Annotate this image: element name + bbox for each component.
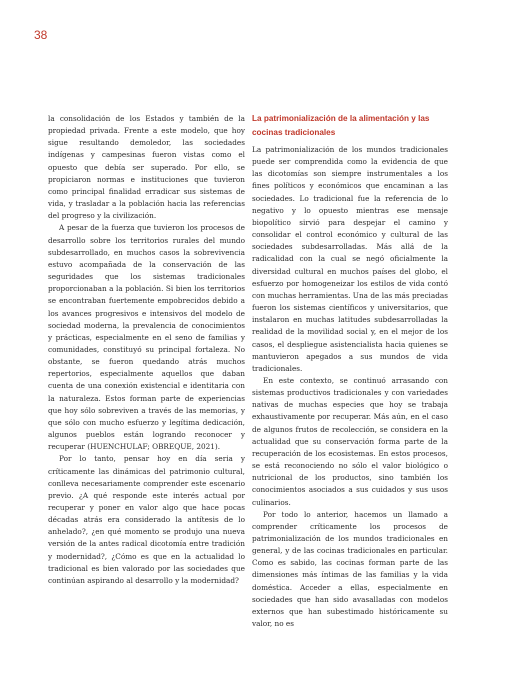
section-heading: La patrimonialización de la alimentación y las cocinas tradicionales	[252, 114, 430, 137]
body-paragraph: La patrimonialización de los mundos tradicionales puede ser comprendida como la evidencia de que las dicotomías son siempre instrumentales a los fines políticos y económicos que encaminan a las sociedades. Lo tradicional fue la referencia de lo negativo y lo opuesto mientras ese mensaje biopolítico sirvió para despejar el camino y consolidar el control económico y cultural de las sociedades subdesarrolladas. Más allá de la radicalidad con la cual se negó oficialmente la diversidad cultural en muchos países del globo, el esfuerzo por homogeneizar los estilos de vida contó con muchas herramientas. Una de las más preciadas fueron los sistemas científicos y universitarios, que instalaron en muchas latitudes subdesarrolladas la realidad de la movilidad social y, en el mejor de los casos, el despliegue asistencialista hacia quienes se mantuvieron apegados a sus mundos de vida tradicionales.	[252, 145, 448, 373]
left-column	[48, 113, 245, 587]
body-paragraph: A pesar de la fuerza que tuvieron los procesos de desarrollo sobre los territorios rurales del mundo subdesarrollado, en muchos casos la sobrevivencia estuvo acompañada de la conservación de las seguridades que los sistemas tradicionales proporcionaban a la población. Si bien los territorios se encontraban fuertemente empobrecidos debido a los avances progresivos e intensivos del modelo de sociedad moderna, la prevalencia de conocimientos y prácticas, especialmente en el seno de familias y comunidades, constituyó su principal fortaleza. No obstante, se fueron quedando atrás muchos repertorios, especialmente aquellos que daban cuenta de una conexión existencial e identitaria con la naturaleza. Estos forman parte de experiencias que hoy sólo sobreviven a través de las memorias, y que sólo con mucho esfuerzo y legítima dedicación, algunos pueblos están logrando reconocer y recuperar (HUENCHULAF; OBREQUE, 2021).	[48, 223, 245, 452]
body-paragraph: Por lo tanto, pensar hoy en día seria y críticamente las dinámicas del patrimonio cultural, conlleva necesariamente comprender este escenario previo. ¿A qué responde este interés actual por recuperar y poner en valor algo que hace pocas décadas atrás era considerado la antítesis de lo anhelado?, ¿en qué momento se produjo una nueva versión de la antes radical dicotomía entre tradición y modernidad?, ¿Cómo es que en la actualidad lo tradicional es bien valorado por las sociedades que continúan aspirando al desarrollo y la modernidad?	[48, 454, 245, 585]
body-paragraph: En este contexto, se continuó arrasando con sistemas productivos tradicionales y con variedades nativas de muchas especies que hoy se trabaja exhaustivamente por recuperar. Más aún, en el caso de algunos frutos de recolección, se considera en la actualidad que su conservación forma parte de la recuperación de los ecosistemas. En estos procesos, se está reconociendo no sólo el valor biológico o nutricional de los productos, sino también los conocimientos asociados a sus cuidados y sus usos culinarios.	[252, 375, 448, 507]
page-number: 38	[34, 28, 48, 42]
right-column	[252, 112, 448, 630]
body-paragraph: la consolidación de los Estados y también de la propiedad privada. Frente a este modelo, que hoy sigue resultando demoledor, las sociedades indígenas y campesinas fueron vistas como el opuesto que debía ser superado. Por ello, se propiciaron normas e instituciones que tuvieron como principal finalidad erradicar sus sistemas de vida, y trasladar a la población hacia las referencias del progreso y la civilización.	[48, 114, 245, 221]
body-paragraph: Por todo lo anterior, hacemos un llamado a comprender críticamente los procesos de patrimonialización de los mundos tradicionales en general, y de las cocinas tradicionales en particular. Como es sabido, las cocinas forman parte de las dimensiones más íntimas de las familias y la vida doméstica. Acceder a ellas, especialmente en sociedades que han sido avasalladas con modelos externos que han subestimado históricamente su valor, no es	[252, 509, 448, 629]
